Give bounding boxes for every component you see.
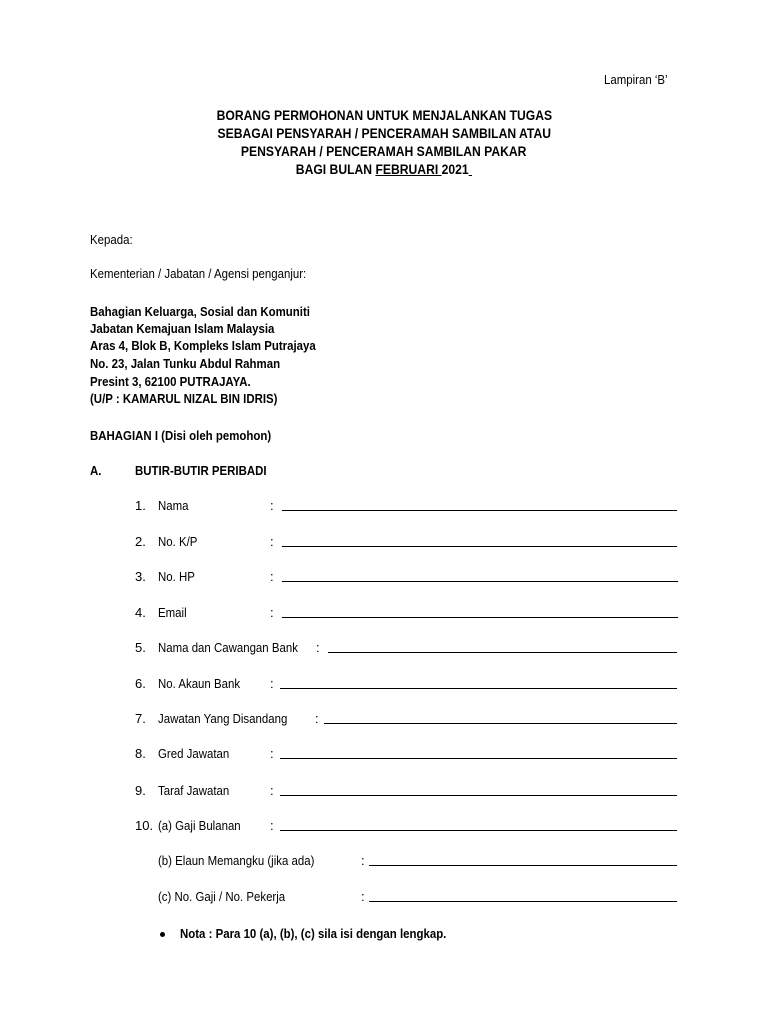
- field-10b-colon: :: [361, 853, 365, 868]
- field-10c-label: (c) No. Gaji / No. Pekerja: [158, 889, 286, 904]
- field-3-label: No. HP: [158, 569, 195, 584]
- address-line-3: Aras 4, Blok B, Kompleks Islam Putrajaya: [90, 338, 316, 353]
- field-4-label: Email: [158, 605, 187, 620]
- section-a-title: BUTIR-BUTIR PERIBADI: [135, 463, 267, 478]
- address-line-6: (U/P : KAMARUL NIZAL BIN IDRIS): [90, 391, 278, 406]
- field-8-number: 8.: [135, 746, 146, 761]
- field-6-label: No. Akaun Bank: [158, 676, 241, 691]
- field-4-colon: :: [270, 605, 274, 620]
- field-10c-input-line[interactable]: [369, 901, 677, 902]
- field-1-colon: :: [270, 498, 274, 513]
- field-2-number: 2.: [135, 534, 146, 549]
- field-10a-input-line[interactable]: [280, 830, 677, 831]
- field-9-input-line[interactable]: [280, 795, 677, 796]
- address-line-1: Bahagian Keluarga, Sosial dan Komuniti: [90, 304, 310, 319]
- field-10b-label: (b) Elaun Memangku (jika ada): [158, 853, 315, 868]
- field-10a-colon: :: [270, 818, 274, 833]
- form-title-line-3: PENSYARAH / PENCERAMAH SAMBILAN PAKAR: [241, 144, 527, 159]
- field-5-label: Nama dan Cawangan Bank: [158, 640, 298, 655]
- field-10a-label: (a) Gaji Bulanan: [158, 818, 241, 833]
- address-line-5: Presint 3, 62100 PUTRAJAYA.: [90, 374, 251, 389]
- form-title-line-2: SEBAGAI PENSYARAH / PENCERAMAH SAMBILAN ATAU: [217, 126, 551, 141]
- title-month: FEBRUARI: [375, 162, 442, 177]
- field-3-input-line[interactable]: [282, 581, 678, 582]
- field-1-number: 1.: [135, 498, 146, 513]
- field-7-number: 7.: [135, 711, 146, 726]
- field-4-number: 4.: [135, 605, 146, 620]
- field-7-label: Jawatan Yang Disandang: [158, 711, 288, 726]
- field-9-colon: :: [270, 783, 274, 798]
- field-8-label: Gred Jawatan: [158, 746, 230, 761]
- field-6-input-line[interactable]: [280, 688, 677, 689]
- field-2-input-line[interactable]: [282, 546, 677, 547]
- field-5-colon: :: [316, 640, 320, 655]
- field-9-number: 9.: [135, 783, 146, 798]
- kementerian-label: Kementerian / Jabatan / Agensi penganjur:: [90, 266, 307, 281]
- form-title-line-4: [0, 162, 768, 177]
- field-9-label: Taraf Jawatan: [158, 783, 230, 798]
- field-3-number: 3.: [135, 569, 146, 584]
- lampiran-label: Lampiran ‘B’: [604, 72, 668, 87]
- field-5-number: 5.: [135, 640, 146, 655]
- field-5-input-line[interactable]: [328, 652, 677, 653]
- field-6-number: 6.: [135, 676, 146, 691]
- field-7-input-line[interactable]: [324, 723, 677, 724]
- field-10b-input-line[interactable]: [369, 865, 677, 866]
- field-2-colon: :: [270, 534, 274, 549]
- field-1-label: Nama: [158, 498, 189, 513]
- field-2-label: No. K/P: [158, 534, 198, 549]
- field-3-colon: :: [270, 569, 274, 584]
- note-bullet-icon: [160, 932, 165, 937]
- field-7-colon: :: [315, 711, 319, 726]
- field-8-colon: :: [270, 746, 274, 761]
- field-4-input-line[interactable]: [282, 617, 678, 618]
- title-trailing-underline: [469, 162, 472, 177]
- section-a-letter: A.: [90, 463, 102, 478]
- title-month-prefix: BAGI BULAN: [295, 162, 376, 177]
- bahagian-heading: BAHAGIAN I (Disi oleh pemohon): [90, 428, 272, 443]
- field-1-input-line[interactable]: [282, 510, 677, 511]
- title-year: 2021: [441, 162, 469, 177]
- address-line-2: Jabatan Kemajuan Islam Malaysia: [90, 321, 275, 336]
- field-10c-colon: :: [361, 889, 365, 904]
- field-6-colon: :: [270, 676, 274, 691]
- kepada-label: Kepada:: [90, 232, 133, 247]
- field-8-input-line[interactable]: [280, 758, 677, 759]
- form-title-line-1: BORANG PERMOHONAN UNTUK MENJALANKAN TUGAS: [216, 108, 552, 123]
- address-line-4: No. 23, Jalan Tunku Abdul Rahman: [90, 356, 281, 371]
- note-text: Nota : Para 10 (a), (b), (c) sila isi dengan lengkap.: [180, 926, 447, 941]
- field-10a-number: 10.: [135, 818, 154, 833]
